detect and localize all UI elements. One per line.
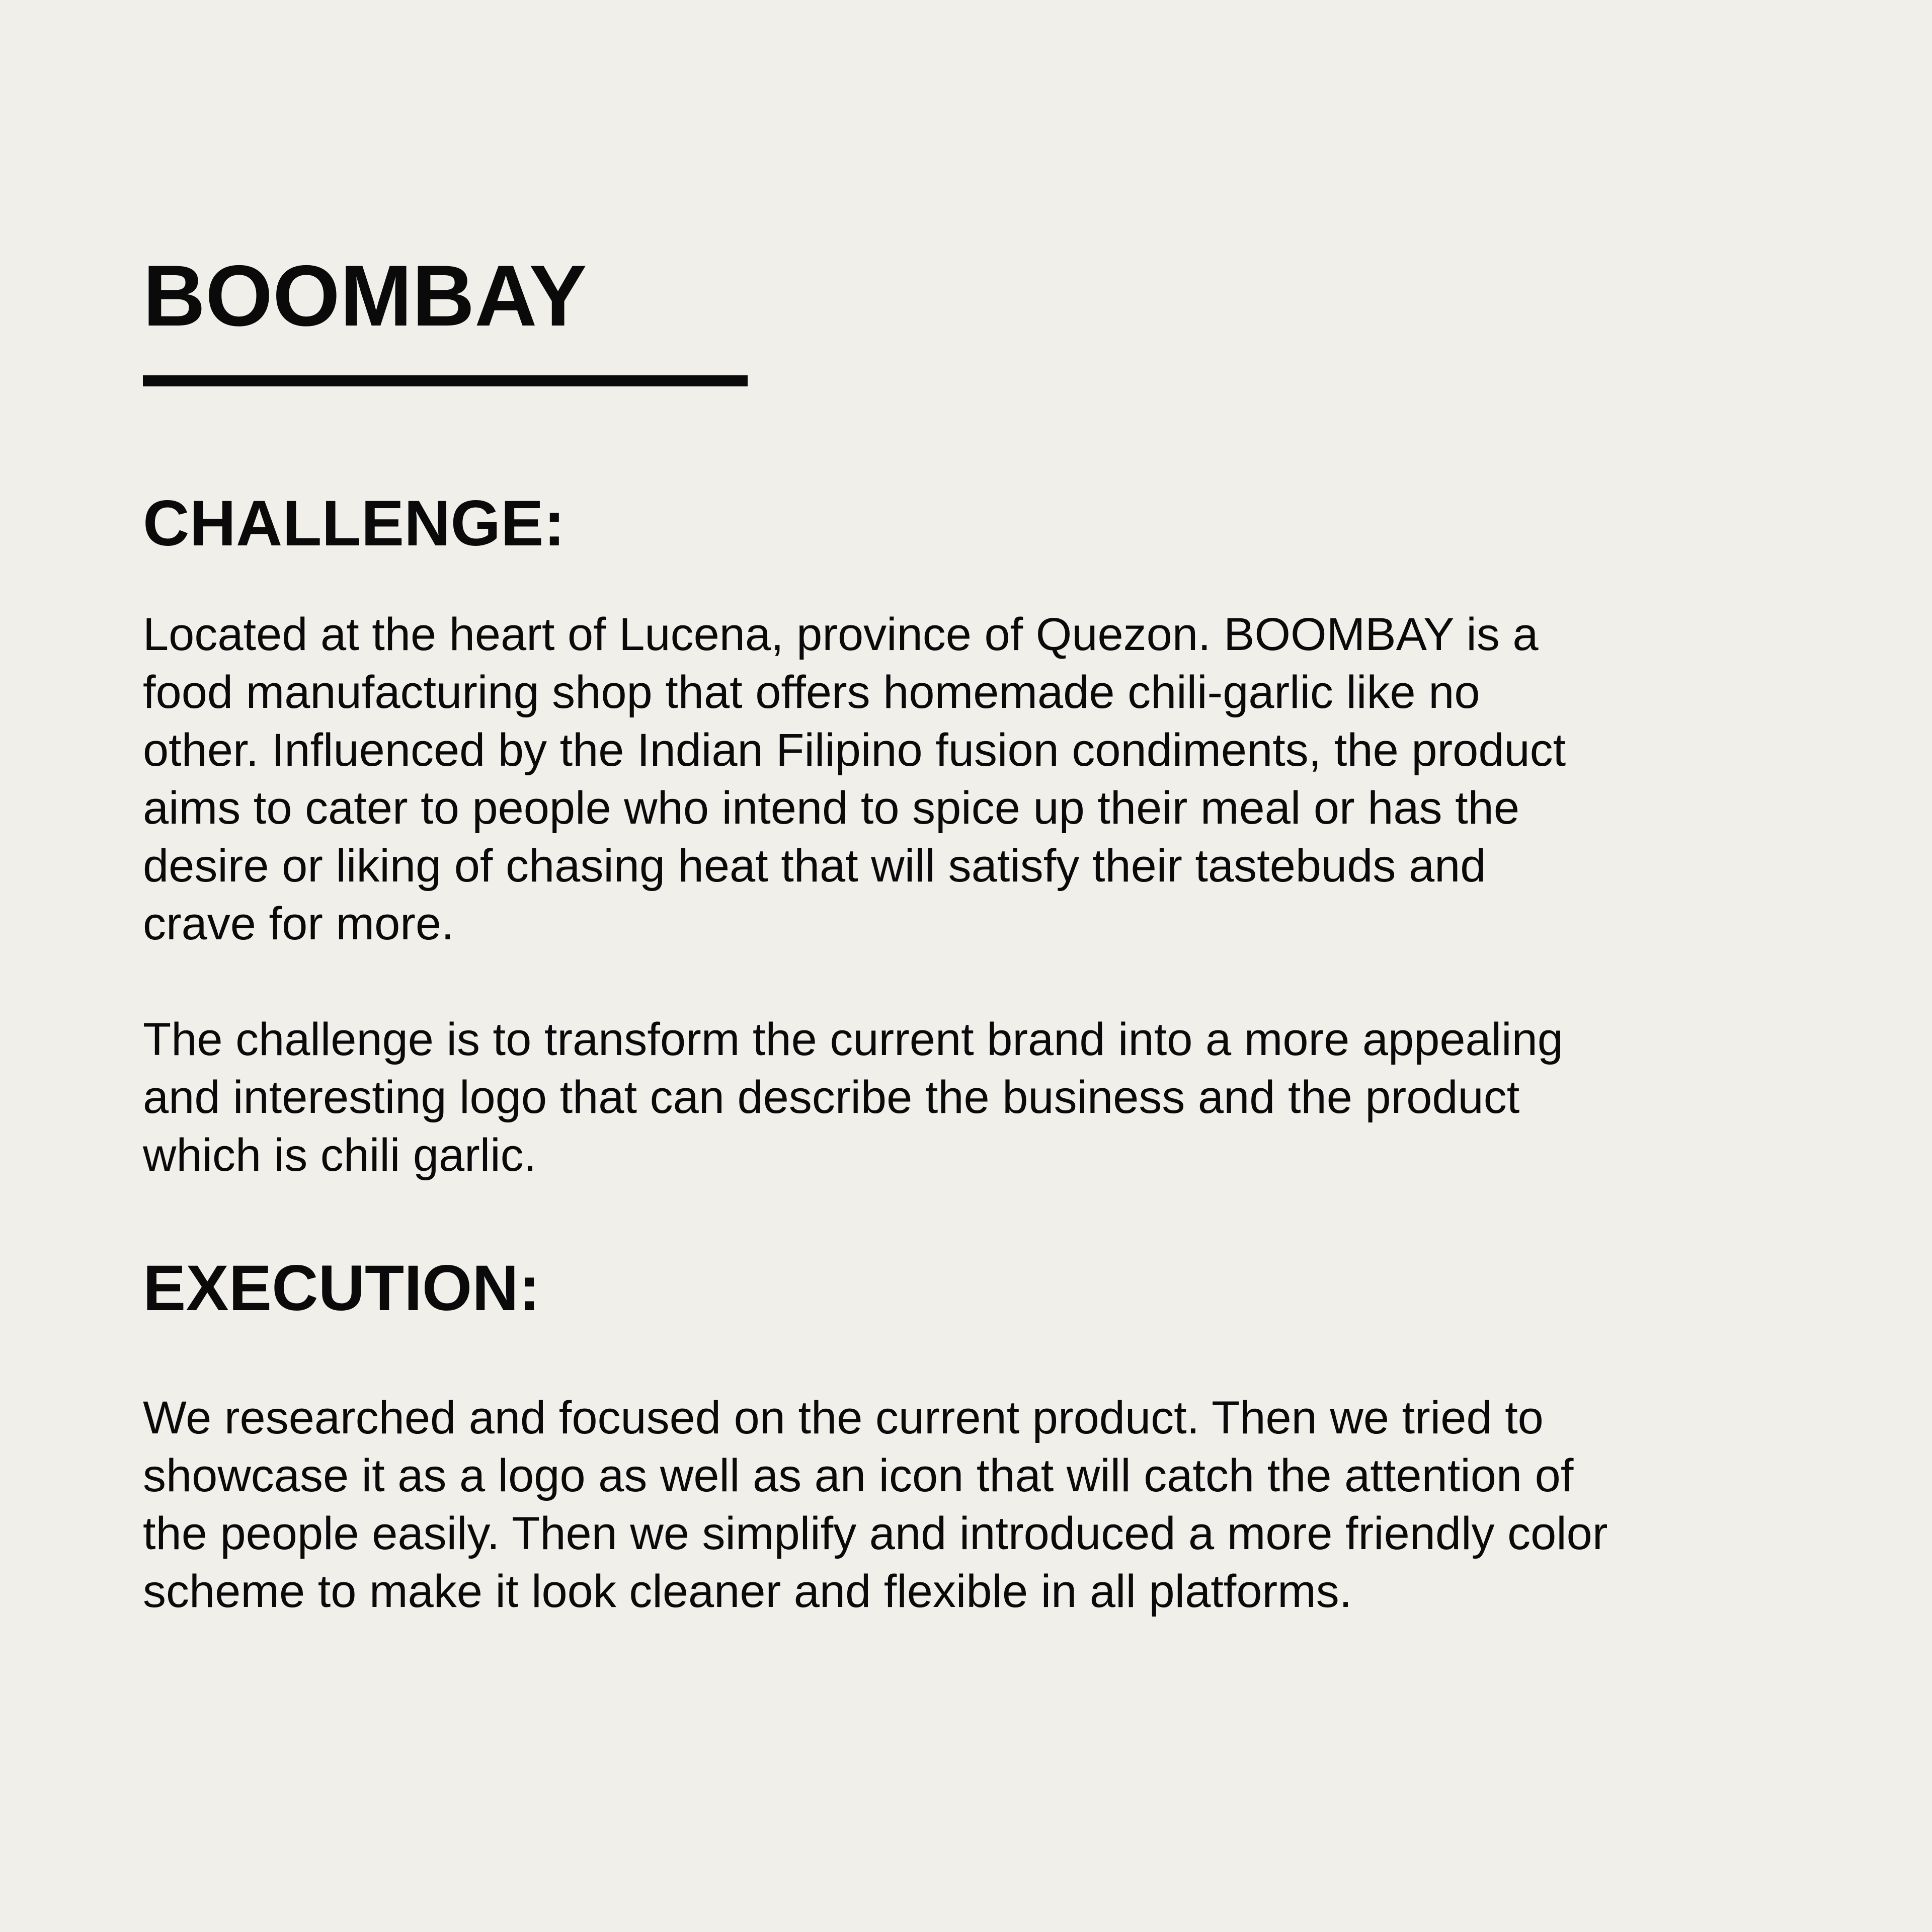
- paragraph-line: Located at the heart of Lucena, province of Quezon. BOOMBAY is a: [143, 609, 1539, 660]
- paragraph-line: showcase it as a logo as well as an icon that will catch the attention of: [143, 1450, 1574, 1501]
- paragraph-line: aims to cater to people who intend to spice up their meal or has the: [143, 782, 1520, 834]
- paragraph-line: other. Influenced by the Indian Filipino fusion condiments, the product: [143, 725, 1566, 776]
- paragraph-line: crave for more.: [143, 898, 454, 949]
- page-title: BOOMBAY: [143, 248, 587, 344]
- title-underline: [143, 375, 748, 386]
- paragraph-line: which is chili garlic.: [143, 1130, 537, 1181]
- paragraph-line: The challenge is to transform the current brand into a more appealing: [143, 1014, 1563, 1065]
- paragraph-line: We researched and focused on the current product. Then we tried to: [143, 1392, 1544, 1443]
- paragraph-line: scheme to make it look cleaner and flexible in all platforms.: [143, 1566, 1352, 1617]
- paragraph-line: desire or liking of chasing heat that will satisfy their tastebuds and: [143, 840, 1486, 892]
- challenge-paragraph-2: [143, 1011, 1563, 1184]
- execution-paragraph: [143, 1389, 1607, 1621]
- challenge-heading: CHALLENGE:: [143, 488, 566, 559]
- paragraph-line: the people easily. Then we simplify and introduced a more friendly color: [143, 1508, 1608, 1559]
- paragraph-line: food manufacturing shop that offers homemade chili-garlic like no: [143, 667, 1480, 718]
- execution-heading: EXECUTION:: [143, 1252, 540, 1324]
- challenge-paragraph-1: [143, 606, 1566, 953]
- paragraph-line: and interesting logo that can describe the business and the product: [143, 1072, 1520, 1123]
